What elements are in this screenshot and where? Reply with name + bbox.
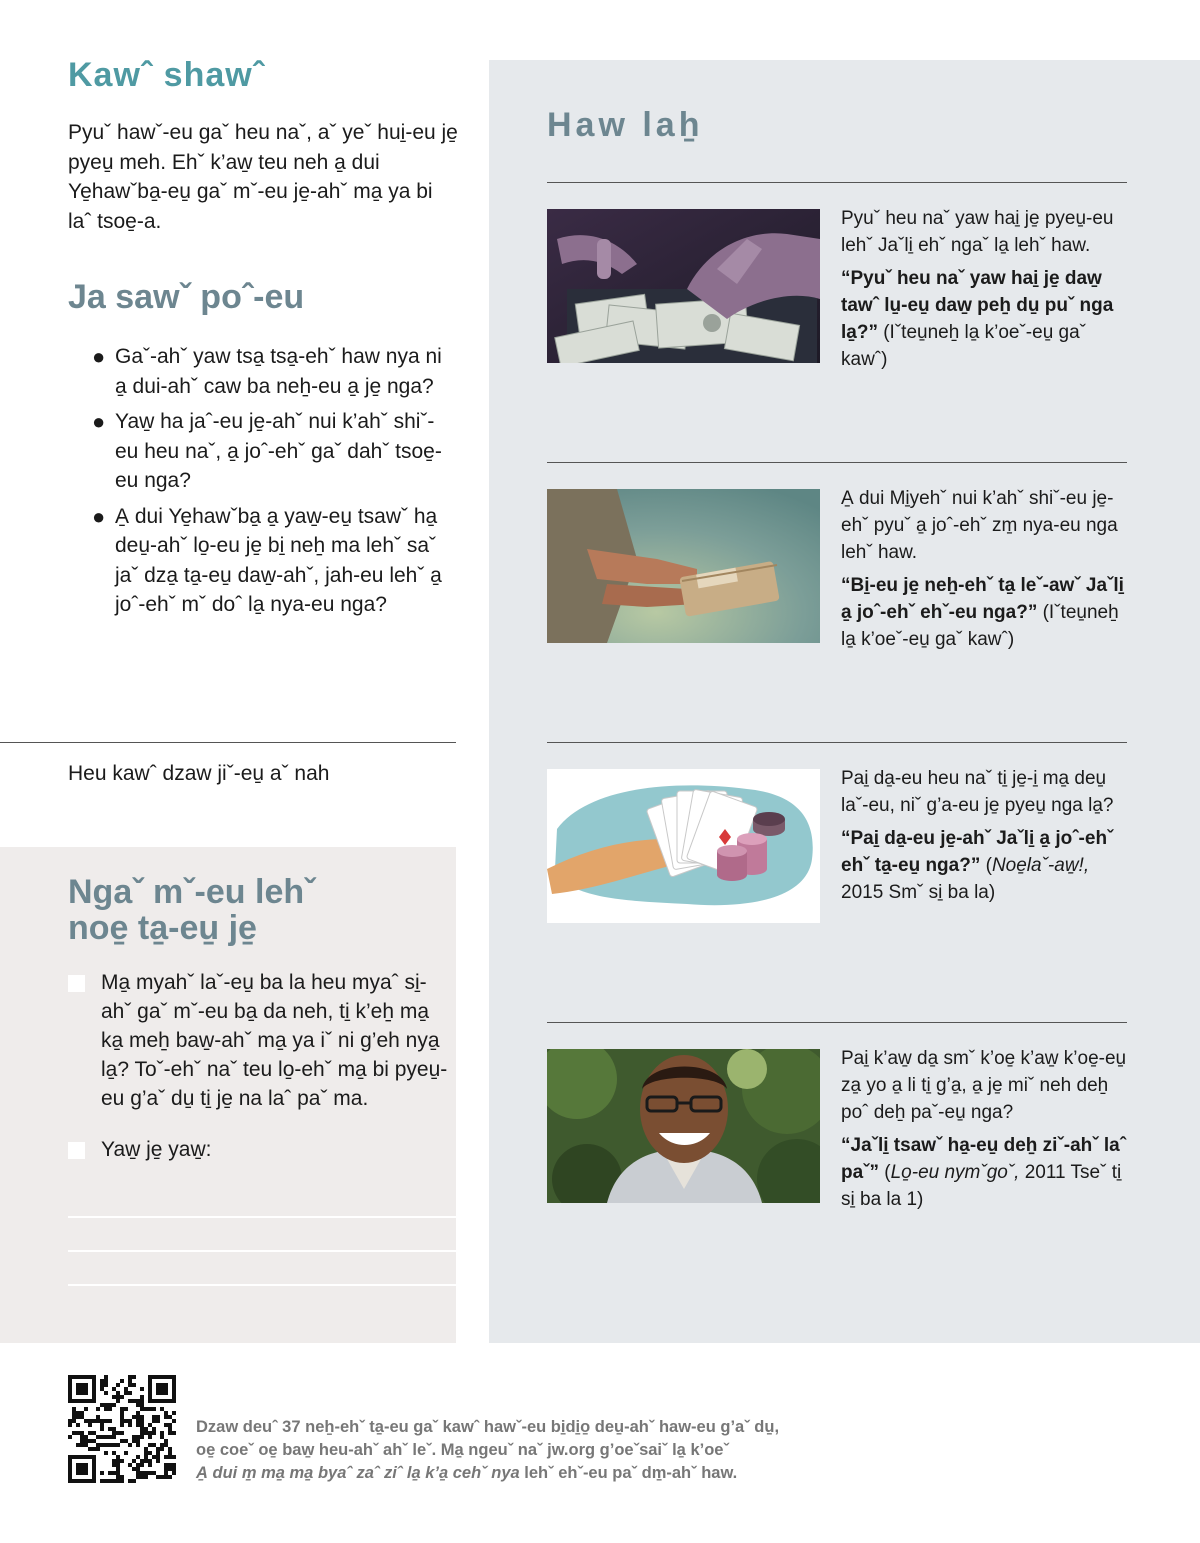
reference-plain: (Iˇteu̱neẖ la̱ k’oeˇ-eu̱ gaˇ kawˆ) (841, 322, 1087, 370)
footer-line: oe̱ coeˇ oe̱ baw̱ heu-ahˇ ahˇ leˇ. Ma̱ ngeuˇ naˇ jw.org g’oeˇsaiˇ la̱ k’oeˇ (196, 1441, 729, 1459)
reference-italic: Lo̱-eu nymˇgoˇ, (890, 1162, 1020, 1183)
checkbox[interactable] (68, 1142, 85, 1159)
summary-text: Pyuˇ hawˇ-eu gaˇ heu naˇ, aˇ yeˇ hui̱-eu je̱ pyeu̱ meh. Ehˇ k’aw̱ teu neh a̱ dui Ye̱hawˇba̱-eu̱ gaˇ mˇ-eu je̱-ahˇ ma̱ ya bi laˆ tsoe̱-a. (68, 121, 458, 233)
bullet-icon: ● (92, 344, 106, 369)
reference-bold: “Bi̱-eu je̱ neẖ-ehˇ ta̱ leˇ-awˇ Jaˇli̱ a̱ joˆ-ehˇ ehˇ-eu nga?” (841, 575, 1124, 623)
footer-line (196, 1462, 876, 1485)
money-hands-image (547, 209, 820, 363)
smiling-man-image (547, 1049, 820, 1203)
divider (547, 1022, 1127, 1023)
footer-plain: lehˇ ehˇ-eu paˇ dm̱-ahˇ haw. (519, 1464, 738, 1482)
explore-question: Pai̱ k’aw̱ da̱ smˇ k’oe̱ k’aw̱ k’oe̱-eu̱ za̱ yo a̱ li ti̱ g’a̱, a̱ je̱ miˇ neh deẖ poˆ deẖ paˇ-eu̱ nga? (841, 1048, 1127, 1123)
checklist-text: Yaw̱ je̱ yaw̱: (101, 1138, 212, 1161)
explore-reference (841, 572, 1131, 653)
reference-italic: Noe̱laˇ-aw̱!, (991, 855, 1090, 876)
question-text: A̱ dui Ye̱hawˇba̱ a̱ yaw̱-eu̱ tsawˇ ha̱ deu̱-ahˇ lo̱-eu je̱ bi̱ neẖ ma lehˇ saˇ jaˇ dza̱ ta̱-eu̱ daw̱-ahˇ, jah-eu lehˇ a̱ joˆ-ehˇ mˇ doˆ la̱ nya-eu nga? (115, 504, 442, 616)
action-checklist (68, 968, 448, 1186)
questions-list (92, 342, 457, 626)
question-text: Gaˇ-ahˇ yaw tsa̱ tsa̱-ehˇ haw nya ni a̱ dui-ahˇ caw ba neẖ-eu a̱ je̱ nga? (115, 345, 442, 398)
writing-line[interactable] (68, 1250, 456, 1252)
cards-chips-image (547, 769, 820, 923)
footer-line: Dzaw deuˆ 37 neẖ-ehˇ ta̱-eu gaˇ kawˆ hawˇ-eu bi̱di̱o̱ deu̱-ahˇ haw-eu g’aˇ du̱, (196, 1418, 780, 1436)
checkbox[interactable] (68, 975, 85, 992)
question-item (92, 407, 457, 496)
checklist-item (68, 968, 448, 1113)
next-study-text: Heu kawˆ dzaw jiˇ-eu̱ aˇ nah (68, 762, 330, 785)
explore-question: Pai̱ da̱-eu heu naˇ ti̱ je̱-i̱ ma̱ deu̱ laˇ-eu, niˇ g’a-eu je̱ pyeu̱ nga la̱? (841, 768, 1114, 816)
explore-question: Pyuˇ heu naˇ yaw hai̱ je̱ pyeu̱-eu lehˇ Jaˇli̱ ehˇ ngaˇ la̱ lehˇ haw. (841, 208, 1114, 256)
writing-line[interactable] (68, 1216, 456, 1218)
explore-item-text (841, 205, 1131, 373)
questions-title: Ja sawˇ poˆ-eu (68, 278, 305, 316)
bullet-icon: ● (92, 503, 106, 529)
divider (547, 742, 1127, 743)
action-title-line2: noe̱ ta̱-eu̱ je̱ (68, 909, 257, 947)
reference-bold: “Pai̱ da̱-eu je̱-ahˇ Jaˇli̱ a̱ joˆ-ehˇ ehˇ ta̱-eu̱ nga?” (841, 828, 1114, 876)
divider (547, 462, 1127, 463)
footer-text (196, 1416, 876, 1485)
divider (0, 742, 456, 743)
explore-reference (841, 265, 1131, 373)
footer-italic: A̱ dui m̱ ma̱ ma̱ byaˆ zaˆ ziˆ la̱ k’a̱ cehˇ nya (196, 1464, 520, 1482)
reference-bold: “Jaˇli̱ tsawˇ ha̱-eu̱ deẖ ziˇ-ahˇ laˆ paˇ” (841, 1135, 1127, 1183)
question-item (92, 502, 457, 620)
explore-item-text (841, 485, 1131, 653)
writing-line[interactable] (68, 1284, 456, 1286)
action-title-line1: Ngaˇ mˇ-eu lehˇ (68, 873, 316, 911)
explore-title: Haw laẖ (547, 106, 704, 144)
explore-item-text (841, 1045, 1131, 1213)
explore-reference: “Jaˇli̱ tsawˇ ha̱-eu̱ deẖ ziˇ-ahˇ laˆ paˇ” (Lo̱-eu nymˇgoˇ, 2011 Tseˇ ti̱ si̱ ba la 1) (841, 1135, 1127, 1210)
action-title (68, 874, 315, 946)
divider (547, 182, 1127, 183)
reference-bold: “Pyuˇ heu naˇ yaw hai̱ je̱ daw̱ tawˆ lu̱-eu̱ daw̱ peẖ du̱ puˇ nga la̱?” (841, 268, 1114, 343)
summary-title: Kawˆ shawˆ (68, 56, 266, 94)
question-text: Yaw̱ ha jaˆ-eu je̱-ahˇ nui k’ahˇ shiˇ-eu heu naˇ, a̱ joˆ-ehˇ gaˇ dahˇ tsoe̱-eu nga? (115, 410, 442, 492)
reference-plain: 2015 Smˇ si̱ ba la) (841, 882, 996, 903)
package-hands-image (547, 489, 820, 643)
bullet-icon: ● (92, 409, 106, 434)
checklist-item (68, 1135, 448, 1164)
reference-plain: (Iˇteu̱neẖ la̱ k’oeˇ-eu̱ gaˇ kawˆ) (841, 602, 1119, 650)
question-item (92, 342, 457, 401)
explore-reference: “Pai̱ da̱-eu je̱-ahˇ Jaˇli̱ a̱ joˆ-ehˇ ehˇ ta̱-eu̱ nga?” (Noe̱laˇ-aw̱!, 2015 Smˇ si̱ ba la) (841, 828, 1114, 903)
explore-question: A̱ dui Mi̱yehˇ nui k’ahˇ shiˇ-eu je̱-ehˇ pyuˇ a̱ joˆ-ehˇ zm̱ nya-eu nga lehˇ haw. (841, 488, 1118, 563)
checklist-text: Ma̱ myahˇ laˇ-eu̱ ba la heu myaˆ si̱-ahˇ gaˇ mˇ-eu ba̱ da neh, ti̱ k’eẖ ma̱ ka̱ meẖ baw̱-ahˇ ma̱ ya iˇ ni g’eh nya̱ la̱? Toˇ-ehˇ naˇ teu lo̱-ehˇ ma̱ bi pyeu̱-eu g’aˇ du̱ ti̱ je̱ na laˆ paˇ ma. (101, 971, 448, 1110)
explore-item-text (841, 765, 1131, 906)
qr-code-icon[interactable] (68, 1375, 176, 1483)
reference-plain: 2011 Tseˇ ti̱ si̱ ba la 1) (841, 1162, 1122, 1210)
